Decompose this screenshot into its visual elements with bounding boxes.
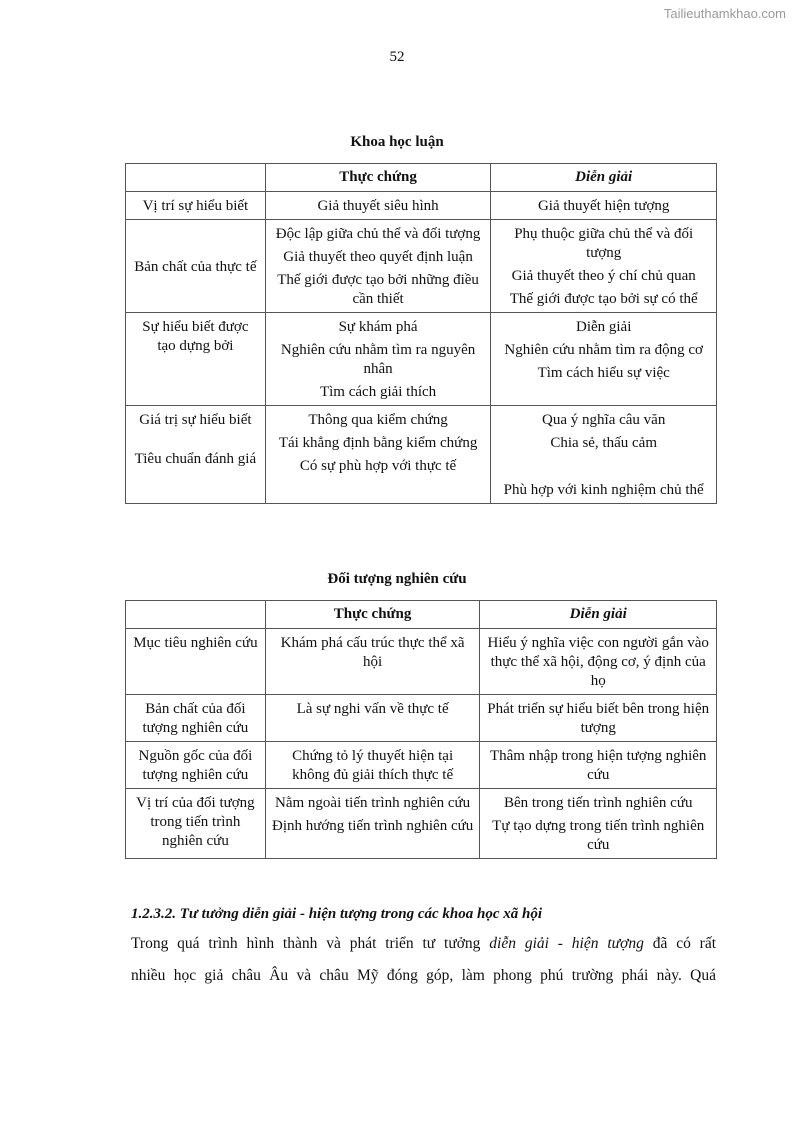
table-header-row	[126, 601, 717, 629]
table-row	[126, 789, 717, 859]
table-row	[126, 629, 717, 695]
body-text-line: Trong quá trình hình thành và phát triển tư tưởng diễn giải - hiện tượng đã có rất	[131, 935, 717, 952]
table-row	[126, 220, 717, 313]
positivism-cell: Khám phá cấu trúc thực thể xã hội	[265, 629, 480, 695]
positivism-cell: Nằm ngoài tiến trình nghiên cứu Định hướng tiến trình nghiên cứu	[265, 789, 480, 859]
header-interpretivism: Diễn giải	[491, 164, 717, 192]
epistemology-table	[125, 163, 717, 504]
positivism-cell: Sự khám phá Nghiên cứu nhằm tìm ra nguyên nhân Tìm cách giải thích	[265, 313, 491, 406]
table-row	[126, 742, 717, 789]
row-label: Vị trí sự hiểu biết	[126, 192, 266, 220]
body-text-line: nhiều học giả châu Âu và châu Mỹ đóng góp, làm phong phú trường phái này. Quá	[131, 967, 716, 984]
interpretivism-cell: Hiểu ý nghĩa việc con người gắn vào thực thể xã hội, động cơ, ý định của họ	[480, 629, 717, 695]
table-row	[126, 406, 717, 504]
interpretivism-cell: Thâm nhập trong hiện tượng nghiên cứu	[480, 742, 717, 789]
header-positivism: Thực chứng	[265, 164, 491, 192]
table-row	[126, 313, 717, 406]
interpretivism-cell: Giả thuyết hiện tượng	[491, 192, 717, 220]
header-positivism: Thực chứng	[265, 601, 480, 629]
row-label: Sự hiểu biết được tạo dựng bởi	[126, 313, 266, 406]
row-label: Mục tiêu nghiên cứu	[126, 629, 266, 695]
row-label: Vị trí của đối tượng trong tiến trình nghiên cứu	[126, 789, 266, 859]
positivism-cell: Là sự nghi vấn về thực tế	[265, 695, 480, 742]
row-label: Bản chất của đối tượng nghiên cứu	[126, 695, 266, 742]
table-row	[126, 192, 717, 220]
header-interpretivism: Diễn giải	[480, 601, 717, 629]
section-heading: 1.2.3.2. Tư tưởng diễn giải - hiện tượng trong các khoa học xã hội	[131, 906, 543, 922]
interpretivism-cell: Bên trong tiến trình nghiên cứu Tự tạo dựng trong tiến trình nghiên cứu	[480, 789, 717, 859]
table2-caption: Đối tượng nghiên cứu	[327, 571, 467, 587]
row-label: Giá trị sự hiểu biết Tiêu chuẩn đánh giá	[126, 406, 266, 504]
positivism-cell: Thông qua kiểm chứng Tái khẳng định bằng kiểm chứng Có sự phù hợp với thực tế	[265, 406, 491, 504]
watermark: Tailieuthamkhao.com	[663, 6, 786, 21]
positivism-cell: Chứng tỏ lý thuyết hiện tại không đủ giải thích thực tế	[265, 742, 480, 789]
interpretivism-cell: Diễn giải Nghiên cứu nhằm tìm ra động cơ Tìm cách hiểu sự việc	[491, 313, 717, 406]
header-empty	[126, 601, 266, 629]
row-label: Bản chất của thực tế	[126, 220, 266, 313]
interpretivism-cell: Qua ý nghĩa câu văn Chia sẻ, thấu cảm Phù hợp với kinh nghiệm chủ thể	[491, 406, 717, 504]
positivism-cell: Độc lập giữa chủ thể và đối tượng Giả thuyết theo quyết định luận Thế giới được tạo bởi những điều cần thiết	[265, 220, 491, 313]
header-empty	[126, 164, 266, 192]
table1-caption: Khoa học luận	[350, 134, 444, 150]
positivism-cell: Giả thuyết siêu hình	[265, 192, 491, 220]
research-object-table	[125, 600, 717, 859]
interpretivism-cell: Phát triển sự hiểu biết bên trong hiện tượng	[480, 695, 717, 742]
page-number: 52	[389, 49, 405, 65]
row-label: Nguồn gốc của đối tượng nghiên cứu	[126, 742, 266, 789]
table-header-row	[126, 164, 717, 192]
interpretivism-cell: Phụ thuộc giữa chủ thể và đối tượng Giả thuyết theo ý chí chủ quan Thế giới được tạo bởi sự có thể	[491, 220, 717, 313]
table-row	[126, 695, 717, 742]
